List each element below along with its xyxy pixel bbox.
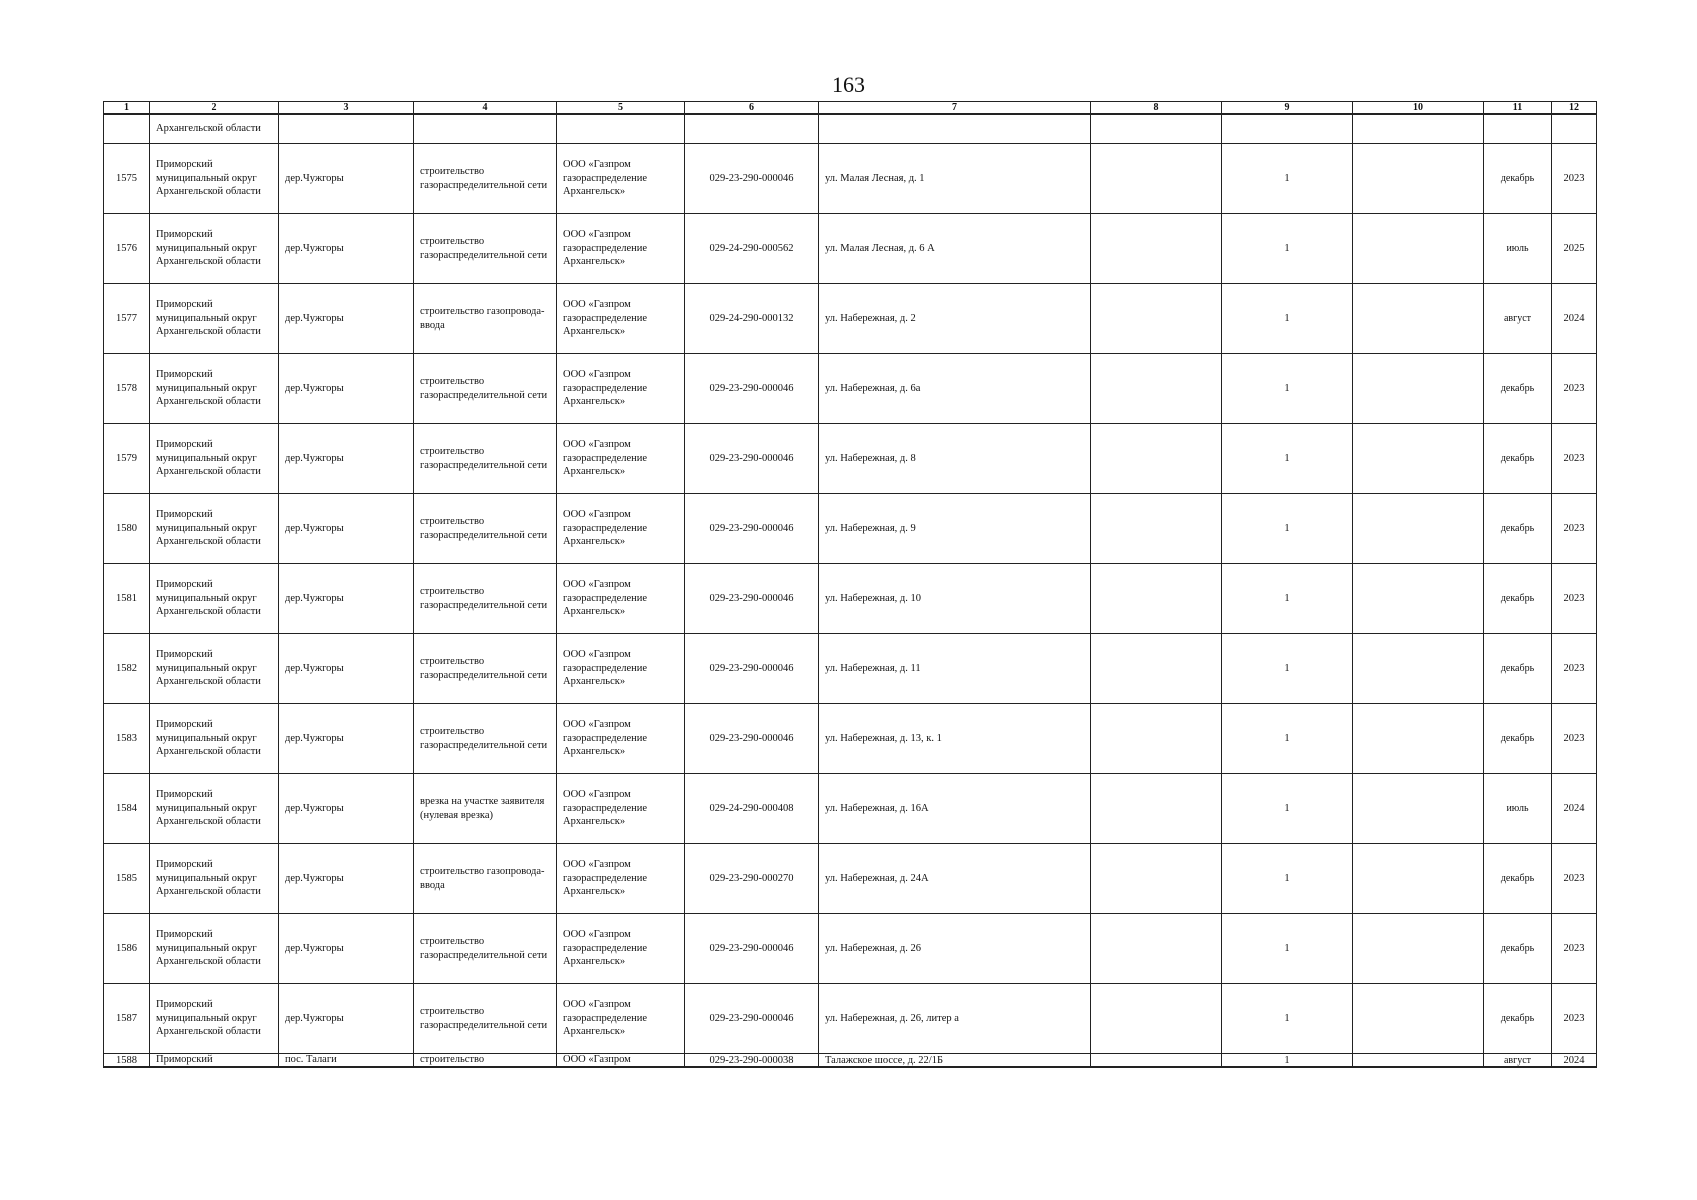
cell-work-type: строительство газораспределительной сети: [414, 144, 557, 214]
cell-address: ул. Набережная, д. 16А: [819, 774, 1091, 844]
cell-year: 2023: [1552, 984, 1597, 1054]
cell-municipality: Приморский муниципальный округ Архангельской области: [150, 424, 279, 494]
cell-col-8: [1091, 844, 1222, 914]
cell-work-type: строительство газораспределительной сети: [414, 564, 557, 634]
cell-work-type: строительство: [414, 1054, 557, 1068]
cell-col-10: [1353, 634, 1484, 704]
cell-application-number: 029-23-290-000046: [685, 634, 819, 704]
cell-row-number: 1580: [104, 494, 150, 564]
table-row: [104, 844, 1597, 914]
table-row: [104, 774, 1597, 844]
cell-address: ул. Малая Лесная, д. 6 А: [819, 214, 1091, 284]
cell-organization: ООО «Газпром газораспределение Архангельск»: [557, 494, 685, 564]
cell-application-number: 029-23-290-000046: [685, 494, 819, 564]
cell-month: декабрь: [1484, 914, 1552, 984]
cell-col-8: [1091, 1054, 1222, 1068]
cell-organization: ООО «Газпром газораспределение Архангельск»: [557, 774, 685, 844]
table-row: [104, 564, 1597, 634]
cell-work-type: строительство газопровода-ввода: [414, 844, 557, 914]
cell-organization: ООО «Газпром газораспределение Архангельск»: [557, 844, 685, 914]
cell-col-10: [1353, 704, 1484, 774]
cell-row-number: 1583: [104, 704, 150, 774]
cell-col-10: [1353, 1054, 1484, 1068]
cell-work-type: строительство газораспределительной сети: [414, 494, 557, 564]
cell-municipality: Приморский муниципальный округ Архангельской области: [150, 984, 279, 1054]
cell-application-number: 029-24-290-000132: [685, 284, 819, 354]
cell-organization: ООО «Газпром газораспределение Архангельск»: [557, 424, 685, 494]
cell-address: ул. Набережная, д. 6а: [819, 354, 1091, 424]
cell-municipality: Приморский муниципальный округ Архангельской области: [150, 914, 279, 984]
cell-col-10: [1353, 424, 1484, 494]
page-number: 163: [832, 72, 865, 97]
cell-organization: ООО «Газпром газораспределение Архангельск»: [557, 564, 685, 634]
cell-year: 2023: [1552, 494, 1597, 564]
cell-municipality: Приморский муниципальный округ Архангельской области: [150, 494, 279, 564]
cell-col-8: [1091, 354, 1222, 424]
table-row: [104, 494, 1597, 564]
cell-municipality: Приморский муниципальный округ Архангельской области: [150, 774, 279, 844]
cell-count: 1: [1222, 354, 1353, 424]
cell-col-10: [1353, 844, 1484, 914]
column-header-4: 4: [414, 102, 557, 115]
cell-settlement: дер.Чужгоры: [279, 634, 414, 704]
cell-month: август: [1484, 1054, 1552, 1068]
cell-count: [1222, 114, 1353, 144]
cell-month: июль: [1484, 214, 1552, 284]
table-row: [104, 634, 1597, 704]
cell-address: ул. Набережная, д. 11: [819, 634, 1091, 704]
column-header-6: 6: [685, 102, 819, 115]
cell-organization: ООО «Газпром: [557, 1054, 685, 1068]
cell-work-type: [414, 114, 557, 144]
cell-month: [1484, 114, 1552, 144]
cell-year: 2023: [1552, 144, 1597, 214]
cell-municipality: Приморский: [150, 1054, 279, 1068]
cell-year: 2024: [1552, 774, 1597, 844]
column-header-11: 11: [1484, 102, 1552, 115]
cell-col-8: [1091, 424, 1222, 494]
cell-col-8: [1091, 144, 1222, 214]
cell-year: 2023: [1552, 564, 1597, 634]
cell-month: декабрь: [1484, 984, 1552, 1054]
cell-row-number: 1584: [104, 774, 150, 844]
cell-address: ул. Набережная, д. 26, литер а: [819, 984, 1091, 1054]
cell-month: июль: [1484, 774, 1552, 844]
cell-work-type: строительство газораспределительной сети: [414, 634, 557, 704]
cell-application-number: 029-23-290-000046: [685, 424, 819, 494]
cell-year: [1552, 114, 1597, 144]
cell-row-number: 1577: [104, 284, 150, 354]
cell-col-10: [1353, 494, 1484, 564]
table-row: [104, 704, 1597, 774]
cell-col-8: [1091, 774, 1222, 844]
cell-col-10: [1353, 354, 1484, 424]
cell-municipality: Приморский муниципальный округ Архангельской области: [150, 144, 279, 214]
table-row: [104, 984, 1597, 1054]
cell-settlement: дер.Чужгоры: [279, 564, 414, 634]
cell-address: ул. Набережная, д. 13, к. 1: [819, 704, 1091, 774]
column-header-10: 10: [1353, 102, 1484, 115]
cell-organization: ООО «Газпром газораспределение Архангельск»: [557, 634, 685, 704]
cell-settlement: дер.Чужгоры: [279, 774, 414, 844]
cell-settlement: дер.Чужгоры: [279, 704, 414, 774]
table-row: [104, 284, 1597, 354]
cell-year: 2023: [1552, 914, 1597, 984]
cell-col-10: [1353, 284, 1484, 354]
cell-col-8: [1091, 984, 1222, 1054]
cell-month: август: [1484, 284, 1552, 354]
cell-address: [819, 114, 1091, 144]
cell-count: 1: [1222, 424, 1353, 494]
cell-count: 1: [1222, 984, 1353, 1054]
cell-year: 2023: [1552, 844, 1597, 914]
table-body: [104, 114, 1597, 1067]
cell-application-number: 029-23-290-000038: [685, 1054, 819, 1068]
cell-count: 1: [1222, 634, 1353, 704]
cell-application-number: [685, 114, 819, 144]
column-header-12: 12: [1552, 102, 1597, 115]
cell-work-type: врезка на участке заявителя (нулевая врезка): [414, 774, 557, 844]
cell-application-number: 029-23-290-000046: [685, 144, 819, 214]
cell-count: 1: [1222, 284, 1353, 354]
cell-municipality: Приморский муниципальный округ Архангельской области: [150, 284, 279, 354]
cell-address: ул. Набережная, д. 2: [819, 284, 1091, 354]
cell-address: ул. Малая Лесная, д. 1: [819, 144, 1091, 214]
cell-count: 1: [1222, 564, 1353, 634]
column-header-8: 8: [1091, 102, 1222, 115]
column-header-3: 3: [279, 102, 414, 115]
register-table: [103, 101, 1597, 1068]
table-row: [104, 1054, 1597, 1068]
cell-month: декабрь: [1484, 494, 1552, 564]
cell-settlement: дер.Чужгоры: [279, 984, 414, 1054]
cell-count: 1: [1222, 144, 1353, 214]
cell-address: ул. Набережная, д. 26: [819, 914, 1091, 984]
column-number-header: [104, 102, 1597, 115]
cell-col-10: [1353, 214, 1484, 284]
cell-municipality: Приморский муниципальный округ Архангельской области: [150, 704, 279, 774]
cell-organization: ООО «Газпром газораспределение Архангельск»: [557, 914, 685, 984]
column-header-7: 7: [819, 102, 1091, 115]
cell-address: ул. Набережная, д. 24А: [819, 844, 1091, 914]
column-header-5: 5: [557, 102, 685, 115]
cell-organization: ООО «Газпром газораспределение Архангельск»: [557, 214, 685, 284]
cell-month: декабрь: [1484, 564, 1552, 634]
cell-application-number: 029-23-290-000046: [685, 704, 819, 774]
cell-count: 1: [1222, 1054, 1353, 1068]
cell-settlement: дер.Чужгоры: [279, 844, 414, 914]
cell-month: декабрь: [1484, 144, 1552, 214]
cell-month: декабрь: [1484, 704, 1552, 774]
cell-month: декабрь: [1484, 844, 1552, 914]
cell-row-number: 1587: [104, 984, 150, 1054]
table-row: [104, 114, 1597, 144]
cell-work-type: строительство газораспределительной сети: [414, 424, 557, 494]
cell-application-number: 029-23-290-000046: [685, 914, 819, 984]
cell-col-8: [1091, 214, 1222, 284]
cell-organization: ООО «Газпром газораспределение Архангельск»: [557, 984, 685, 1054]
cell-organization: ООО «Газпром газораспределение Архангельск»: [557, 144, 685, 214]
cell-month: декабрь: [1484, 634, 1552, 704]
cell-year: 2023: [1552, 424, 1597, 494]
cell-municipality: Приморский муниципальный округ Архангельской области: [150, 564, 279, 634]
cell-municipality: Приморский муниципальный округ Архангельской области: [150, 844, 279, 914]
cell-col-10: [1353, 774, 1484, 844]
cell-work-type: строительство газораспределительной сети: [414, 984, 557, 1054]
cell-work-type: строительство газораспределительной сети: [414, 354, 557, 424]
cell-settlement: дер.Чужгоры: [279, 494, 414, 564]
table-row: [104, 354, 1597, 424]
cell-settlement: дер.Чужгоры: [279, 424, 414, 494]
cell-row-number: 1588: [104, 1054, 150, 1068]
cell-count: 1: [1222, 494, 1353, 564]
cell-count: 1: [1222, 704, 1353, 774]
column-header-9: 9: [1222, 102, 1353, 115]
cell-col-8: [1091, 634, 1222, 704]
cell-year: 2023: [1552, 704, 1597, 774]
cell-col-8: [1091, 704, 1222, 774]
cell-row-number: 1576: [104, 214, 150, 284]
cell-year: 2023: [1552, 634, 1597, 704]
cell-row-number: 1585: [104, 844, 150, 914]
cell-year: 2023: [1552, 354, 1597, 424]
cell-col-10: [1353, 984, 1484, 1054]
cell-application-number: 029-23-290-000046: [685, 564, 819, 634]
cell-settlement: дер.Чужгоры: [279, 284, 414, 354]
table-row: [104, 424, 1597, 494]
cell-row-number: [104, 114, 150, 144]
column-header-2: 2: [150, 102, 279, 115]
cell-municipality: Архангельской области: [150, 114, 279, 144]
cell-month: декабрь: [1484, 354, 1552, 424]
cell-col-10: [1353, 144, 1484, 214]
cell-col-8: [1091, 494, 1222, 564]
cell-row-number: 1582: [104, 634, 150, 704]
column-header-1: 1: [104, 102, 150, 115]
cell-application-number: 029-23-290-000270: [685, 844, 819, 914]
cell-address: Талажское шоссе, д. 22/1Б: [819, 1054, 1091, 1068]
cell-work-type: строительство газопровода-ввода: [414, 284, 557, 354]
table-row: [104, 214, 1597, 284]
cell-settlement: дер.Чужгоры: [279, 354, 414, 424]
cell-application-number: 029-24-290-000562: [685, 214, 819, 284]
cell-count: 1: [1222, 774, 1353, 844]
cell-organization: [557, 114, 685, 144]
cell-municipality: Приморский муниципальный округ Архангельской области: [150, 634, 279, 704]
cell-organization: ООО «Газпром газораспределение Архангельск»: [557, 354, 685, 424]
cell-application-number: 029-24-290-000408: [685, 774, 819, 844]
cell-settlement: дер.Чужгоры: [279, 914, 414, 984]
cell-work-type: строительство газораспределительной сети: [414, 214, 557, 284]
cell-address: ул. Набережная, д. 9: [819, 494, 1091, 564]
cell-col-8: [1091, 914, 1222, 984]
cell-settlement: пос. Талаги: [279, 1054, 414, 1068]
cell-address: ул. Набережная, д. 8: [819, 424, 1091, 494]
cell-count: 1: [1222, 914, 1353, 984]
cell-count: 1: [1222, 844, 1353, 914]
cell-settlement: [279, 114, 414, 144]
table-row: [104, 144, 1597, 214]
cell-settlement: дер.Чужгоры: [279, 214, 414, 284]
cell-row-number: 1581: [104, 564, 150, 634]
cell-year: 2025: [1552, 214, 1597, 284]
cell-col-10: [1353, 914, 1484, 984]
cell-row-number: 1578: [104, 354, 150, 424]
cell-row-number: 1586: [104, 914, 150, 984]
cell-application-number: 029-23-290-000046: [685, 354, 819, 424]
cell-col-8: [1091, 114, 1222, 144]
cell-row-number: 1575: [104, 144, 150, 214]
cell-month: декабрь: [1484, 424, 1552, 494]
cell-col-10: [1353, 114, 1484, 144]
cell-organization: ООО «Газпром газораспределение Архангельск»: [557, 284, 685, 354]
cell-col-8: [1091, 564, 1222, 634]
cell-address: ул. Набережная, д. 10: [819, 564, 1091, 634]
cell-settlement: дер.Чужгоры: [279, 144, 414, 214]
cell-municipality: Приморский муниципальный округ Архангельской области: [150, 214, 279, 284]
cell-year: 2024: [1552, 1054, 1597, 1068]
cell-work-type: строительство газораспределительной сети: [414, 704, 557, 774]
cell-year: 2024: [1552, 284, 1597, 354]
cell-municipality: Приморский муниципальный округ Архангельской области: [150, 354, 279, 424]
cell-count: 1: [1222, 214, 1353, 284]
cell-application-number: 029-23-290-000046: [685, 984, 819, 1054]
cell-row-number: 1579: [104, 424, 150, 494]
cell-organization: ООО «Газпром газораспределение Архангельск»: [557, 704, 685, 774]
cell-col-10: [1353, 564, 1484, 634]
table-row: [104, 914, 1597, 984]
cell-col-8: [1091, 284, 1222, 354]
cell-work-type: строительство газораспределительной сети: [414, 914, 557, 984]
